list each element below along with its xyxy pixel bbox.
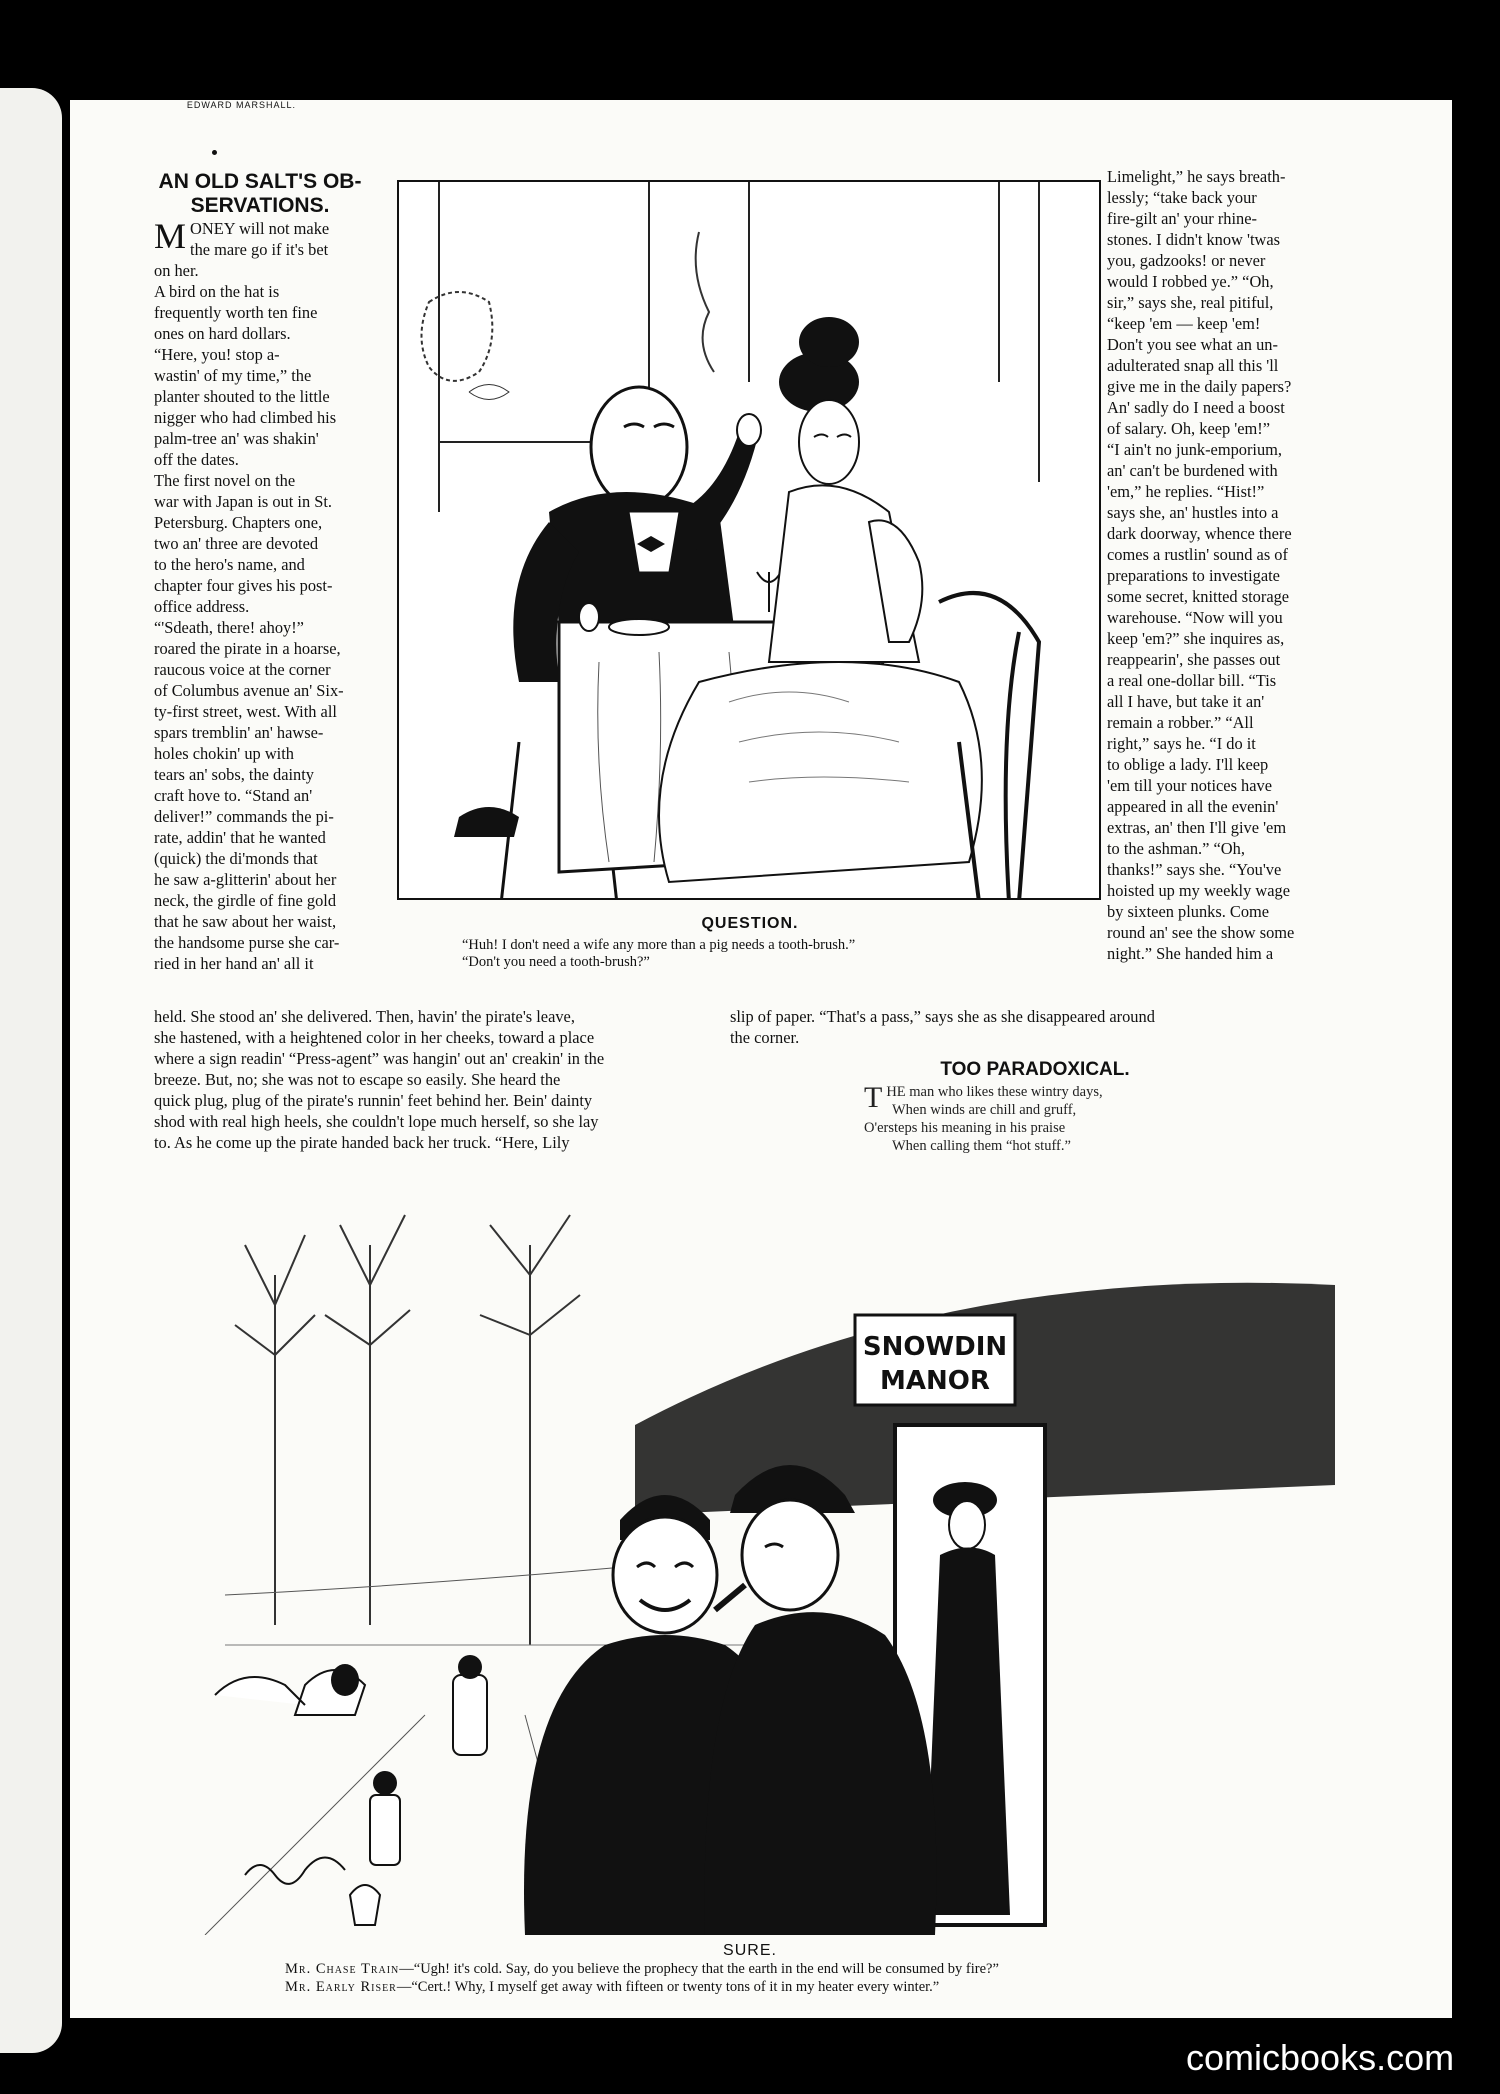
article-drop-cap: M (154, 216, 187, 256)
magazine-page (70, 100, 1452, 2018)
mid-column (730, 1006, 1350, 1048)
cartoon-question-line-2: “Don't you need a tooth-brush?” (462, 954, 650, 970)
left-column (154, 218, 390, 974)
speaker-chase-train: Mr. Chase Train (285, 1961, 400, 1977)
cartoon-sure-line-2-text: —“Cert.! Why, I myself get away with fifteen or twenty tons of it in my heater every winter.” (396, 1979, 940, 1995)
article-title (150, 170, 370, 218)
cartoon-sure-illustration (185, 1175, 1345, 1935)
poem-body (864, 1083, 1224, 1155)
paragraph-pirate: “'Sdeath, there! ahoy!” roared the pirate in a hoarse, raucous voice at the corner of Columbus avenue an' Six- ty-first street, west. With all spars tremblin' an' hawse- holes chokin' up with tears an' sobs, the dainty craft hove to. “Stand an' deliver!” commands the pi- rate, addin' that he wanted (quick) the di'monds that he saw a-glitterin' about her neck, the girdle of fine gold that he saw about her waist, the handsome purse she car- ried in her hand an' all it (154, 618, 344, 973)
poem-line-2: When winds are chill and gruff, (892, 1102, 1077, 1118)
cartoon-question-line-1: “Huh! I don't need a wife any more than a pig needs a tooth-brush.” (462, 937, 856, 953)
cartoon-question-title: QUESTION. (701, 915, 799, 932)
sign-snowdin: SNOWDIN (862, 1332, 1008, 1362)
source-watermark: comicbooks.com (1186, 2037, 1455, 2078)
cartoon-sure-title: SURE. (723, 1942, 777, 1959)
adjacent-page-edge (0, 88, 62, 2053)
poem-line-3: O'ersteps his meaning in his praise (864, 1120, 1066, 1136)
poem-line-4: When calling them “hot stuff.” (892, 1138, 1071, 1154)
cartoon-sure-line-1-text: —“Ugh! it's cold. Say, do you believe the prophecy that the earth in the end will be consumed by fire?” (399, 1961, 999, 1977)
poem-title: TOO PARADOXICAL. (940, 1059, 1130, 1080)
cartoon-sure-line-2 (285, 1978, 939, 1996)
cartoon-question-illustration (397, 180, 1101, 900)
paragraph-money: ONEY will not make the mare go if it's bet on her. (154, 219, 330, 280)
wide-column (154, 1006, 784, 1153)
paragraph-pass: slip of paper. “That's a pass,” says she as she disappeared around the corner. (730, 1007, 1155, 1047)
sign-manor: MANOR (880, 1366, 990, 1396)
article-title-line-2: SERVATIONS. (190, 194, 330, 217)
article-author: EDWARD MARSHALL. (186, 100, 296, 110)
poem-drop-cap: T (864, 1081, 883, 1114)
paragraph-limelight: Limelight,” he says breath- lessly; “take back your fire-gilt an' your rhine- stones. I didn't know 'twas you, gadzooks! or never would I robbed ye.” “Oh, sir,” says she, real pitiful, “keep 'em — keep 'em! Don't you see what an un- adulterated snap all this 'll give me in the daily papers? An' sadly do I need a boost of salary. Oh, keep 'em!” “I ain't no junk-emporium, an' can't be burdened with 'em,” he replies. “Hist!” says she, an' hustles into a dark doorway, whence there comes a rustlin' sound as of preparations to investigate some secret, knitted storage warehouse. “Now will you keep 'em?” she inquires as, reappearin', she passes out a real one-dollar bill. “Tis all I have, but take it an' remain a robber.” “All right,” says he. “I do it to oblige a lady. I'll keep 'em till your notices have appeared in all the evenin' extras, an' then I'll give 'em to the ashman.” “Oh, thanks!” says she. “You've hoisted up my weekly wage by sixteen plunks. Come round an' see the show some night.” She handed him a (1107, 167, 1295, 963)
poem-line-1: HE man who likes these wintry days, (886, 1084, 1103, 1100)
winter-street-scene-drawing (185, 1175, 1345, 1935)
paragraph-planter: “Here, you! stop a- wastin' of my time,” the planter shouted to the little nigger who had climbed his palm-tree an' was shakin' off the dates. (154, 345, 337, 469)
paragraph-pirate-continued: held. She stood an' she delivered. Then, havin' the pirate's leave, she hastened, with a heightened color in her cheeks, toward a place where a sign readin' “Press-agent” was hangin' out an' creakin' in the breeze. But, no; she was not to escape so easily. She heard the quick plug, plug of the pirate's runnin' feet behind her. Bein' dainty shod with real high heels, she couldn't lope much herself, so she lay to. As he come up the pirate handed back her truck. “Here, Lily (154, 1007, 605, 1152)
paragraph-bird: A bird on the hat is frequently worth ten fine ones on hard dollars. (154, 282, 318, 343)
cartoon-sure-line-1 (285, 1960, 999, 1978)
speaker-early-riser: Mr. Early Riser (285, 1979, 397, 1995)
article-title-line-1: AN OLD SALT'S OB- (158, 170, 362, 193)
right-column (1107, 166, 1345, 964)
paragraph-novel: The first novel on the war with Japan is out in St. Petersburg. Chapters one, two an' three are devoted to the hero's name, and chapter four gives his post- office address. (154, 471, 333, 616)
ornament-dot (212, 150, 217, 155)
restaurant-scene-drawing (399, 182, 1099, 898)
